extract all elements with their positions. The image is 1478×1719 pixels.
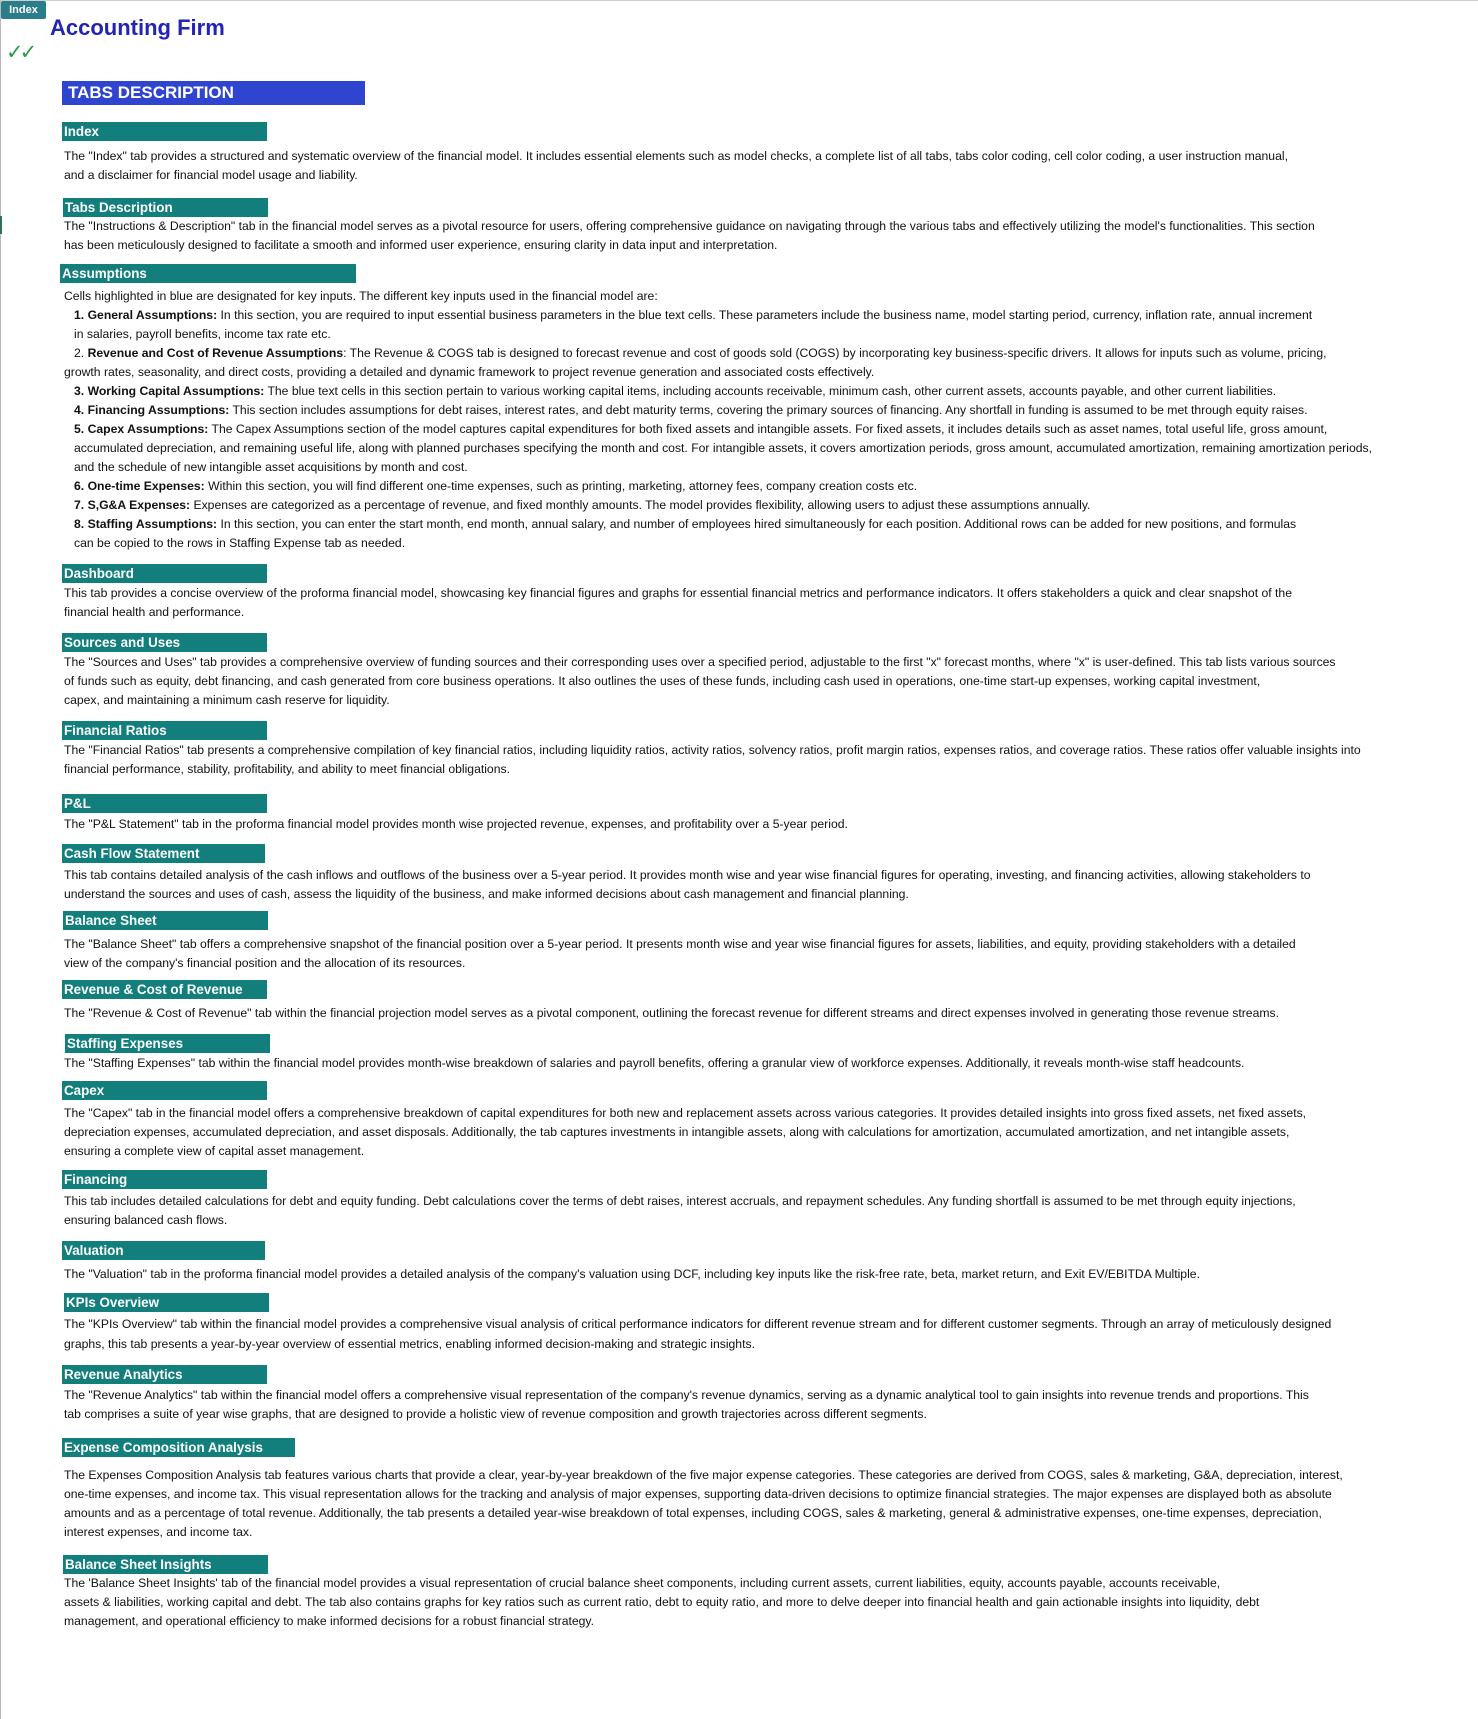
section-text-line: depreciation expenses, accumulated depreciation, and asset disposals. Additionally, the tab captures investments in intangible assets, along with calculations for amortization, accumulated amortization, and net intangible assets, [64, 1125, 1290, 1139]
section-text-line: The "Revenue & Cost of Revenue" tab within the financial projection model serves as a pivotal component, outlining the forecast revenue for different streams and direct expenses involved in generating those revenue streams. [64, 1006, 1280, 1020]
section-label-balance-sheet: Balance Sheet [63, 911, 268, 930]
assumption-item: 5. Capex Assumptions: The Capex Assumptions section of the model captures capital expenditures for both fixed assets and intangible assets. For fixed assets, it includes details such as asset names, total useful life, gross amount, [74, 422, 1328, 436]
assumption-item: 1. General Assumptions: In this section, you are required to input essential business parameters in the blue text cells. These parameters include the business name, model starting period, currency, inflation rate, annual increment [74, 308, 1313, 322]
assumption-item: 8. Staffing Assumptions: In this section, you can enter the start month, end month, annual salary, and number of employees hired simultaneously for each position. Additional rows can be added for new positions, and formulas [74, 517, 1297, 531]
section-label-index: Index [62, 122, 267, 141]
assumption-item-cont: growth rates, seasonality, and direct costs, providing a detailed and dynamic framework to project revenue generation and associated costs effectively. [64, 365, 875, 379]
section-text-line: The 'Balance Sheet Insights' tab of the financial model provides a visual representation of crucial balance sheet components, including current assets, current liabilities, equity, accounts payable, accounts receivable, [64, 1576, 1221, 1590]
assumption-item: 2. Revenue and Cost of Revenue Assumptions: The Revenue & COGS tab is designed to forecast revenue and cost of goods sold (COGS) by incorporating key business-specific drivers. It allows for inputs such as volume, pricing, [74, 346, 1327, 360]
assumption-item-cont: accumulated depreciation, and remaining useful life, along with planned purchases specifying the month and cost. For intangible assets, it covers amortization periods, gross amount, accumulated amortization, remaining amortization periods, [74, 441, 1372, 455]
check-icon: ✓✓ [6, 41, 34, 64]
section-text-line: financial performance, stability, profitability, and ability to meet financial obligations. [64, 762, 510, 776]
section-label-assumptions: Assumptions [60, 264, 356, 283]
section-text-line: understand the sources and uses of cash, assess the liquidity of the business, and make informed decisions about cash management and financial planning. [64, 887, 909, 901]
left-sheet-border [0, 0, 1, 1719]
assumptions-intro: Cells highlighted in blue are designated for key inputs. The different key inputs used in the financial model are: [64, 289, 658, 303]
assumption-item: 3. Working Capital Assumptions: The blue text cells in this section pertain to various working capital items, including accounts receivable, minimum cash, other current assets, accounts payable, and other current liabilities. [74, 384, 1277, 398]
section-label-cash-flow: Cash Flow Statement [62, 844, 265, 863]
section-label-tabs-description: Tabs Description [63, 198, 268, 217]
section-text-line: interest expenses, and income tax. [64, 1525, 253, 1539]
section-label-valuation: Valuation [62, 1241, 265, 1260]
firm-title: Accounting Firm [50, 15, 225, 40]
section-text-line: The "Index" tab provides a structured and systematic overview of the financial model. It includes essential elements such as model checks, a complete list of all tabs, tabs color coding, cell color coding, a user instruction manual, [64, 149, 1288, 163]
section-text-line: graphs, this tab presents a year-by-year overview of essential metrics, enabling informed decision-making and strategic insights. [64, 1337, 755, 1351]
section-label-financial-ratios: Financial Ratios [62, 721, 267, 740]
section-text-line: of funds such as equity, debt financing, and cash generated from core business operations. It also outlines the uses of these funds, including cash used in operations, one-time start-up expenses, working capital investment, [64, 674, 1261, 688]
left-row-marker [0, 216, 2, 234]
assumption-item-cont: can be copied to the rows in Staffing Expense tab as needed. [74, 536, 406, 550]
section-text-line: The "Staffing Expenses" tab within the financial model provides month-wise breakdown of salaries and payroll benefits, offering a granular view of workforce expenses. Additionally, it reveals month-wise staff headcounts. [64, 1056, 1245, 1070]
section-text-line: The "Financial Ratios" tab presents a comprehensive compilation of key financial ratios, including liquidity ratios, activity ratios, solvency ratios, profit margin ratios, expenses ratios, and coverage ratios. These ratios offer valuable insights into [64, 743, 1361, 757]
section-text-line: The "Revenue Analytics" tab within the financial model offers a comprehensive visual representation of the company's revenue dynamics, serving as a dynamic analytical tool to gain insights into revenue trends and proportions. This [64, 1388, 1309, 1402]
section-text-line: This tab includes detailed calculations for debt and equity funding. Debt calculations cover the terms of debt raises, interest accruals, and repayment schedules. Any funding shortfall is assumed to be met through equity injections, [64, 1194, 1296, 1208]
section-text-line: The "Balance Sheet" tab offers a comprehensive snapshot of the financial position over a 5-year period. It presents month wise and year wise financial figures for assets, liabilities, and equity, providing stakeholders with a detailed [64, 937, 1296, 951]
section-text-line: This tab contains detailed analysis of the cash inflows and outflows of the business over a 5-year period. It provides month wise and year wise financial figures for operating, investing, and financing activities, allowing stakeholders to [64, 868, 1311, 882]
section-label-expense-composition: Expense Composition Analysis [62, 1438, 295, 1457]
page-heading: TABS DESCRIPTION [62, 81, 365, 105]
section-text-line: assets & liabilities, working capital and debt. The tab also contains graphs for key ratios such as current ratio, debt to equity ratio, and more to delve deeper into financial health and gain actionable insights into liquidity, debt [64, 1595, 1260, 1609]
section-text-line: The Expenses Composition Analysis tab features various charts that provide a clear, year-by-year breakdown of the five major expense categories. These categories are derived from COGS, sales & marketing, G&A, depreciation, interest, [64, 1468, 1343, 1482]
section-text-line: The "Sources and Uses" tab provides a comprehensive overview of funding sources and their corresponding uses over a specified period, adjustable to the first "x" forecast months, where "x" is user-defined. This tab lists various sources [64, 655, 1336, 669]
section-text-line: The "Instructions & Description" tab in the financial model serves as a pivotal resource for users, offering comprehensive guidance on navigating through the various tabs and effectively utilizing the model's functionalities. This section [64, 219, 1315, 233]
index-button[interactable]: Index [1, 1, 46, 19]
section-text-line: capex, and maintaining a minimum cash reserve for liquidity. [64, 693, 390, 707]
assumption-item-cont: and the schedule of new intangible asset acquisitions by month and cost. [74, 460, 468, 474]
assumption-item: 6. One-time Expenses: Within this section, you will find different one-time expenses, such as printing, marketing, attorney fees, company creation costs etc. [74, 479, 918, 493]
section-text-line: This tab provides a concise overview of the proforma financial model, showcasing key financial figures and graphs for essential financial metrics and performance indicators. It offers stakeholders a quick and clear snapshot of the [64, 586, 1292, 600]
section-label-revenue-analytics: Revenue Analytics [62, 1365, 267, 1384]
section-text-line: financial health and performance. [64, 605, 245, 619]
section-text-line: view of the company's financial position and the allocation of its resources. [64, 956, 466, 970]
section-text-line: The "Capex" tab in the financial model offers a comprehensive breakdown of capital expenditures for both new and replacement assets across various categories. It provides detailed insights into gross fixed assets, net fixed assets, [64, 1106, 1307, 1120]
section-text-line: The "P&L Statement" tab in the proforma financial model provides month wise projected revenue, expenses, and profitability over a 5-year period. [64, 817, 848, 831]
assumption-item: 4. Financing Assumptions: This section includes assumptions for debt raises, interest rates, and debt maturity terms, covering the primary sources of financing. Any shortfall in funding is assumed to be met through equity raises. [74, 403, 1308, 417]
section-label-financing: Financing [62, 1170, 267, 1189]
section-label-balance-sheet-insights: Balance Sheet Insights [63, 1555, 268, 1574]
assumption-item-cont: in salaries, payroll benefits, income tax rate etc. [74, 327, 331, 341]
section-text-line: management, and operational efficiency to make informed decisions for a robust financial strategy. [64, 1614, 594, 1628]
section-text-line: The "Valuation" tab in the proforma financial model provides a detailed analysis of the company's valuation using DCF, including key inputs like the risk-free rate, beta, market return, and Exit EV/EBITDA Multiple. [64, 1267, 1200, 1281]
section-text-line: amounts and as a percentage of total revenue. Additionally, the tab presents a detailed year-wise breakdown of total expenses, including COGS, sales & marketing, general & administrative expenses, one-time expenses, depreciation, [64, 1506, 1322, 1520]
section-text-line: ensuring balanced cash flows. [64, 1213, 228, 1227]
assumption-item: 7. S,G&A Expenses: Expenses are categorized as a percentage of revenue, and fixed monthly amounts. The model provides flexibility, allowing users to adjust these assumptions annually. [74, 498, 1091, 512]
section-label-dashboard: Dashboard [62, 564, 267, 583]
top-rule [0, 0, 1478, 1]
section-text-line: tab comprises a suite of year wise graphs, that are designed to provide a holistic view of revenue composition and growth trajectories across different segments. [64, 1407, 927, 1421]
section-text-line: has been meticulously designed to facilitate a smooth and informed user experience, ensuring clarity in data input and interpretation. [64, 238, 778, 252]
section-text-line: ensuring a complete view of capital asset management. [64, 1144, 365, 1158]
section-text-line: The "KPIs Overview" tab within the financial model provides a comprehensive visual analysis of critical performance indicators for different revenue stream and for different customer segments. Through an array of meticulously designed [64, 1317, 1332, 1331]
section-label-capex: Capex [62, 1081, 267, 1100]
section-label-staffing: Staffing Expenses [65, 1034, 270, 1053]
section-text-line: one-time expenses, and income tax. This visual representation allows for the tracking and analysis of major expenses, supporting data-driven decisions to optimize financial strategies. The major expenses are displayed both as absolute [64, 1487, 1332, 1501]
section-label-kpis-overview: KPIs Overview [64, 1293, 269, 1312]
section-label-sources-and-uses: Sources and Uses [62, 633, 267, 652]
section-label-pl: P&L [62, 794, 267, 813]
section-text-line: and a disclaimer for financial model usage and liability. [64, 168, 358, 182]
section-label-revenue-cost: Revenue & Cost of Revenue [62, 980, 267, 999]
